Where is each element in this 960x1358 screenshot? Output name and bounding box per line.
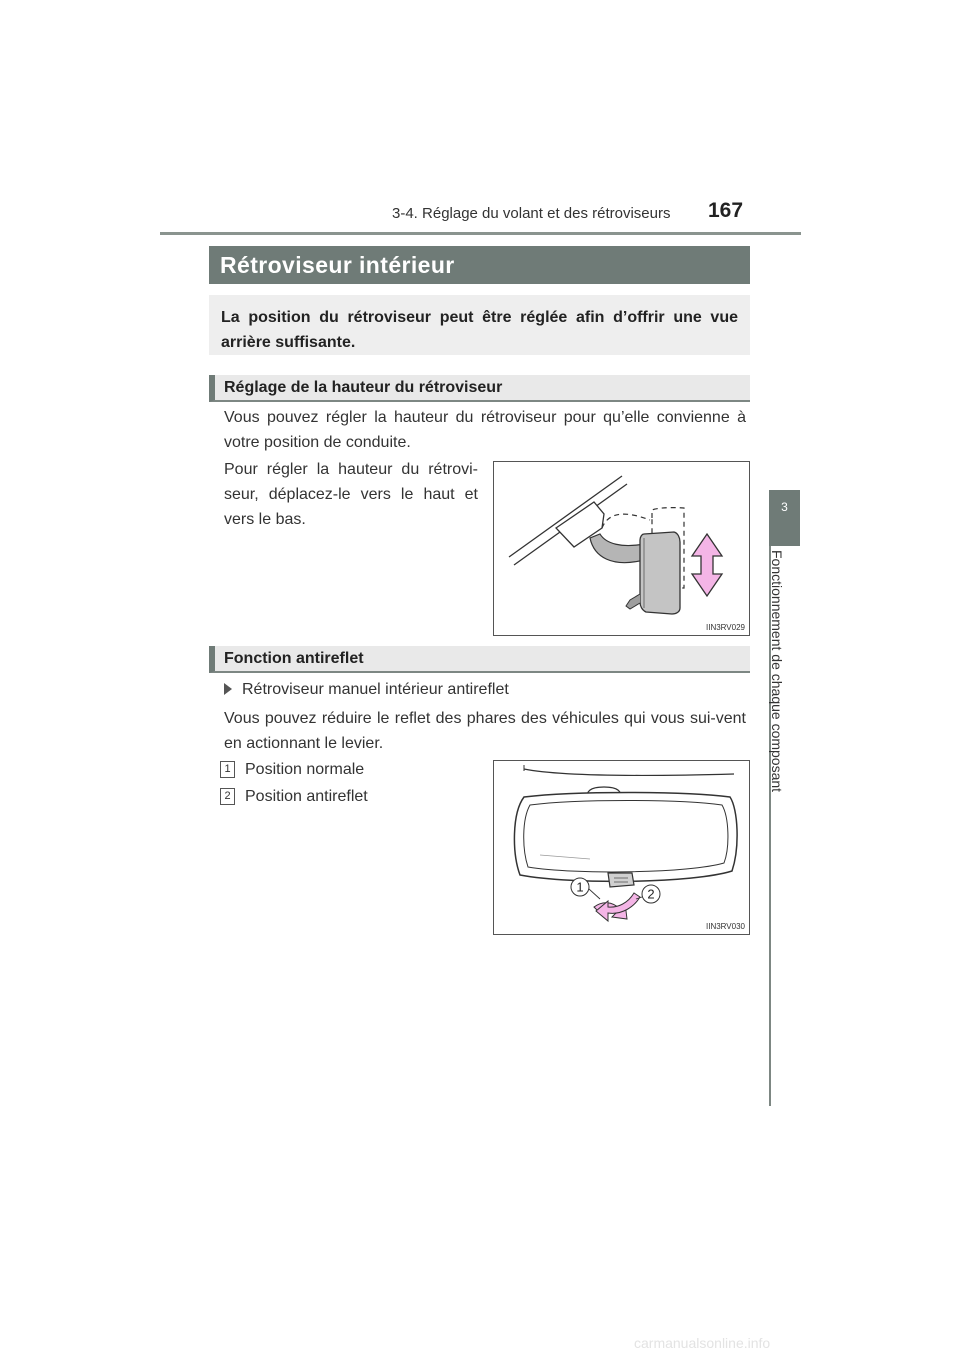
mirror-lever-illustration xyxy=(494,761,750,935)
height-paragraph-1: Vous pouvez régler la hauteur du rétroviseur pour qu’elle convienne à votre position de conduite. xyxy=(224,409,746,451)
chapter-title: Fonctionnement de chaque composant xyxy=(769,550,785,793)
header-rule xyxy=(160,232,801,235)
figure-code-029: IIN3RV029 xyxy=(706,623,745,632)
callout-2: 2 xyxy=(647,886,655,902)
antiglare-legend xyxy=(220,757,480,809)
subheading-antiglare: Fonction antireflet xyxy=(209,646,750,673)
height-paragraph-2: Pour régler la hauteur du rétrovi-seur, déplacez-le vers le haut et vers le bas. xyxy=(224,461,478,528)
page-title: Rétroviseur intérieur xyxy=(209,246,750,284)
figure-code-030: IIN3RV030 xyxy=(706,922,745,931)
intro-box: La position du rétroviseur peut être réglée afin d’offrir une vue arrière suffisante. xyxy=(209,295,750,355)
figure-antiglare-lever xyxy=(493,760,750,935)
legend-label-2: Position antireflet xyxy=(245,788,368,805)
antiglare-bullet-text: Rétroviseur manuel intérieur antireflet xyxy=(242,681,509,698)
legend-item-1 xyxy=(220,757,480,782)
mirror-height-illustration xyxy=(494,462,750,636)
figure-height-adjust xyxy=(493,461,750,636)
subheading-height: Réglage de la hauteur du rétroviseur xyxy=(209,375,750,402)
legend-number-2: 2 xyxy=(220,788,235,805)
chapter-side-rule xyxy=(769,546,800,1106)
legend-item-2 xyxy=(220,784,480,809)
legend-label-1: Position normale xyxy=(245,761,365,778)
running-header: 3-4. Réglage du volant et des rétroviseurs xyxy=(392,205,671,222)
callout-1: 1 xyxy=(576,879,584,895)
chapter-number: 3 xyxy=(781,500,788,514)
antiglare-bullet xyxy=(224,677,744,702)
antiglare-paragraph: Vous pouvez réduire le reflet des phares des véhicules qui vous sui-vent en actionnant le levier. xyxy=(224,710,746,752)
legend-number-1: 1 xyxy=(220,761,235,778)
watermark: carmanualsonline.info xyxy=(634,1335,771,1351)
bullet-arrow-icon xyxy=(224,683,232,695)
page-number: 167 xyxy=(708,199,744,222)
chapter-tab xyxy=(769,490,800,546)
